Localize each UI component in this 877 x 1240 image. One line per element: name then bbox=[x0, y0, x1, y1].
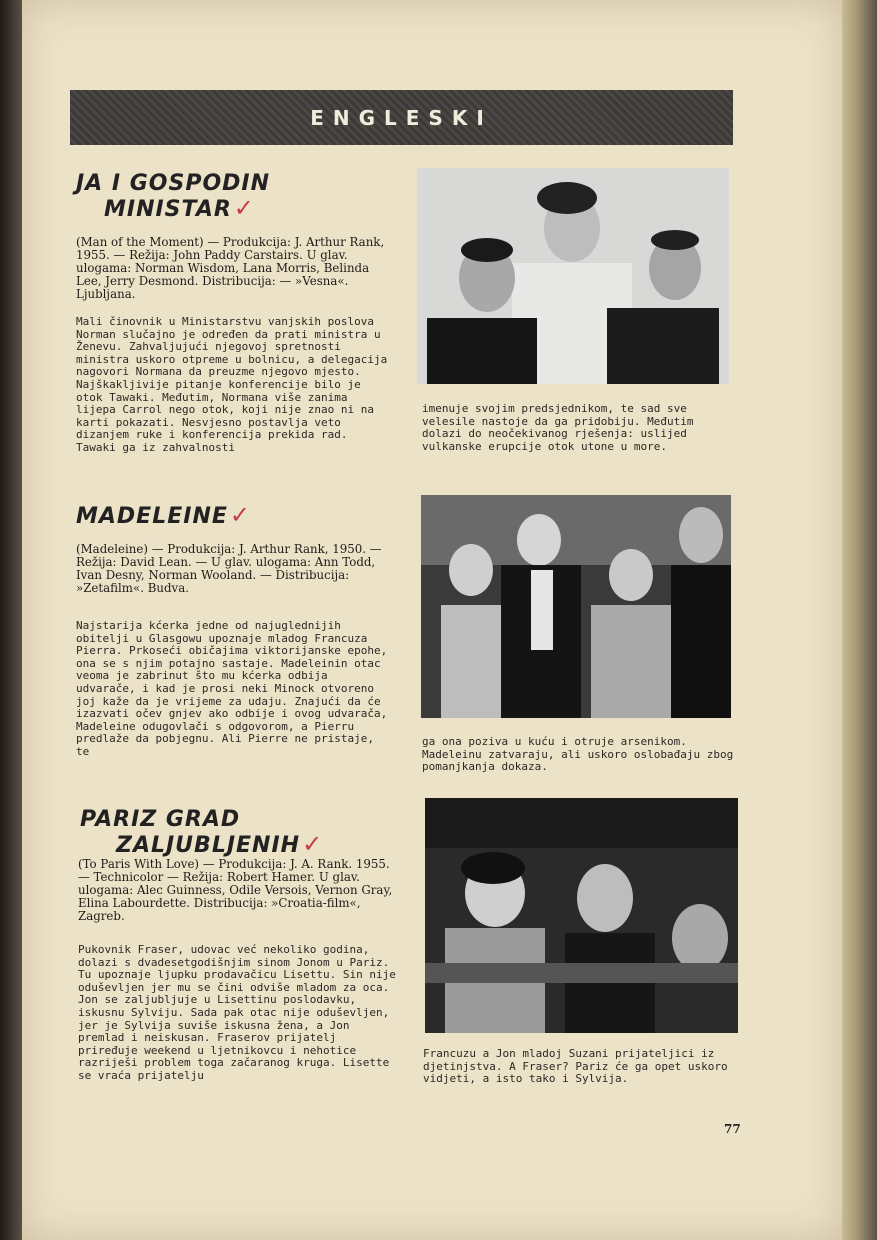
film2-credits: (Madeleine) — Produkcija: J. Arthur Rank, 1950. — Režija: David Lean. — U glav. ulogama: Ann Todd, Ivan Desny, Norman Wooland. — Distribucija: »Zetafilm«. Budva. bbox=[76, 542, 382, 595]
checkmark-icon: ✓ bbox=[229, 501, 251, 529]
checkmark-icon: ✓ bbox=[302, 830, 324, 858]
film1-title bbox=[76, 172, 270, 222]
film3-title-line2-wrap bbox=[80, 832, 323, 858]
film1-synopsis: Mali činovnik u Ministarstvu vanjskih poslova Norman slučajno je određen da prati ministra u Ženevu. Zahvaljujući njegovoj spretnosti ministra uskoro otpreme u bolnicu, a delegacija nagovori Normana da preuzme njegovo mjesto. Najškakljivije pitanje konferencije bilo je otok Tawaki. Međutim, Normana više zanima lijepa Carrol nego otok, koji nije znao ni na karti pokazati. Nesvjesno postavlja veto dizanjem ruke i konferencija prekida rad. Tawaki ga iz zahvalnosti bbox=[76, 315, 388, 454]
film3-credits: (To Paris With Love) — Produkcija: J. A. Rank. 1955. — Technicolor — Režija: Robert Hamer. U glav. ulogama: Alec Guinness, Odile Versois, Vernon Gray, Elina Labourdette. Distribucija: »Croatia-film«, Zagreb. bbox=[78, 857, 393, 923]
checkmark-icon: ✓ bbox=[233, 194, 255, 222]
section-banner bbox=[70, 90, 733, 145]
film3-still-photo bbox=[425, 798, 738, 1033]
film1-caption: imenuje svojim predsjednikom, te sad sve velesile nastoje da ga pridobiju. Međutim dolazi do neočekivanog rješenja: uslijed vulkanske erupcije otok utone u more. bbox=[422, 402, 694, 453]
film3-title-line1: PARIZ GRAD bbox=[80, 807, 241, 832]
film1-credits: (Man of the Moment) — Produkcija: J. Arthur Rank, 1955. — Režija: John Paddy Carstairs. U glav. ulogama: Norman Wisdom, Lana Morris, Belinda Lee, Jerry Desmond. Distribucija: — »Vesna«. Ljubljana. bbox=[76, 235, 385, 301]
film2-title bbox=[76, 503, 251, 529]
film3-caption: Francuzu a Jon mladoj Suzani prijateljici iz djetinjstva. A Fraser? Pariz će ga opet uskoro vidjeti, a isto tako i Sylvija. bbox=[423, 1047, 728, 1086]
film3-title-line2: ZALJUBLJENIH bbox=[116, 833, 301, 858]
film1-title-line1: JA I GOSPODIN bbox=[76, 171, 271, 196]
book-spine bbox=[842, 0, 877, 1240]
page-left-edge bbox=[0, 0, 22, 1240]
film3-title bbox=[80, 808, 323, 858]
film2-caption: ga ona poziva u kuću i otruje arsenikom. Madeleinu zatvaraju, ali uskoro oslobađaju zbog pomanjkanja dokaza. bbox=[422, 735, 734, 774]
film1-title-line2-wrap bbox=[76, 196, 270, 222]
banner-title: ENGLESKI bbox=[310, 105, 493, 130]
film1-title-line2: MINISTAR bbox=[104, 197, 232, 222]
page-number: 77 bbox=[724, 1122, 741, 1136]
film2-synopsis: Najstarija kćerka jedne od najuglednijih obitelji u Glasgowu upoznaje mladog Francuza Pierra. Prkoseći običajima viktorijanske epohe, ona se s njim potajno sastaje. Madeleinin otac veoma je zabrinut što mu kćerka odbija udvarače, i kad je prosi neki Minock otvoreno joj kaže da je vrijeme za udaju. Znajući da će izazvati očev gnjev ako odbije i ovog udvarača, Madeleine odugovlači s odgovorom, a Pierru predlaže da pobjegnu. Ali Pierre ne pristaje, te bbox=[76, 619, 388, 758]
film1-still-photo bbox=[417, 168, 729, 384]
film2-title-text: MADELEINE bbox=[76, 504, 228, 529]
film2-still-photo bbox=[421, 495, 731, 718]
film3-synopsis: Pukovnik Fraser, udovac već nekoliko godina, dolazi s dvadesetgodišnjim sinom Jonom u Pariz. Tu upoznaje ljupku prodavačicu Lisettu. Sin nije oduševljen jer mu se čini odviše mladom za oca. Jon se zaljubljuje u Lisettinu poslodavku, iskusnu Sylviju. Sada pak otac nije oduševljen, jer je Sylvija suviše iskusna žena, a Jon premlad i neiskusan. Fraserov prijatelj priređuje weekend u ljetnikovcu i nehotice razriješi problem toga začaranog kruga. Lisette se vraća prijatelju bbox=[78, 943, 396, 1082]
